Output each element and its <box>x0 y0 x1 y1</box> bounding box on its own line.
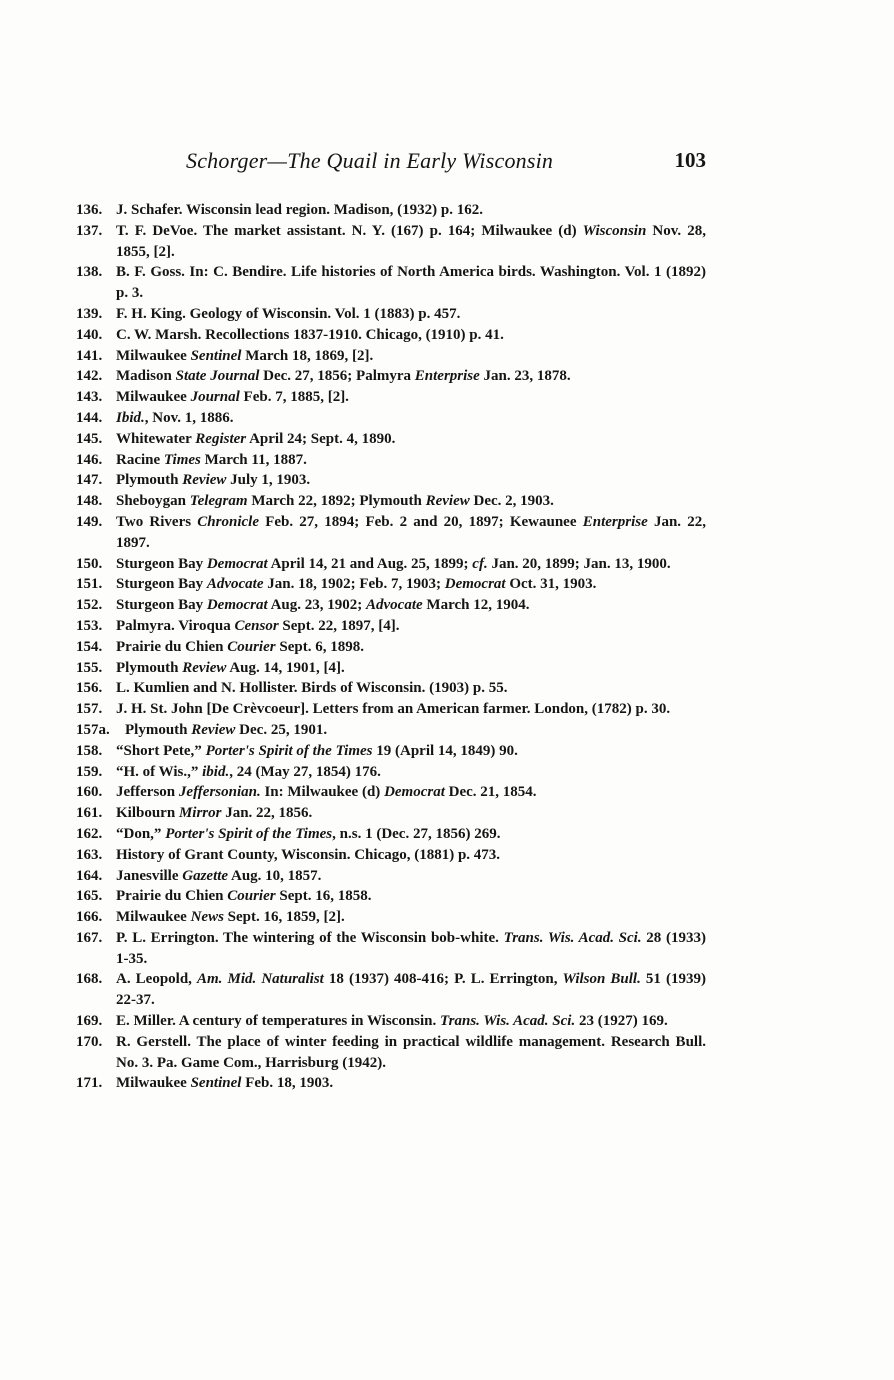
endnote-segment: 18 (1937) 408-416; P. L. Errington, <box>323 971 563 988</box>
endnote <box>76 907 706 928</box>
endnote-number: 148. <box>76 493 103 510</box>
endnote-segment: Janesville <box>116 867 183 884</box>
endnote-text <box>116 1013 668 1029</box>
endnote <box>76 824 706 845</box>
endnote-italic-segment: News <box>190 909 224 926</box>
endnote-number: 156. <box>76 680 103 697</box>
endnote-italic-segment: Democrat <box>384 784 445 801</box>
endnote-number: 138. <box>76 264 103 281</box>
endnote-number: 171. <box>76 1075 103 1092</box>
endnote-segment: L. Kumlien and N. Hollister. Birds of Wisconsin. (1903) p. 55. <box>116 680 508 697</box>
endnote-text <box>116 431 395 447</box>
endnote-segment: Dec. 25, 1901. <box>235 721 328 738</box>
endnote-segment: , 24 (May 27, 1854) 176. <box>229 763 381 780</box>
page-title: Schorger—The Quail in Early Wisconsin <box>186 148 554 173</box>
running-head <box>76 148 708 178</box>
endnote-number: 146. <box>76 451 103 468</box>
endnote-text <box>116 680 507 696</box>
endnote-segment: Sept. 16, 1859, [2]. <box>223 909 345 926</box>
endnote-text <box>116 764 381 780</box>
endnote-text <box>116 472 310 488</box>
endnote-text <box>116 1075 333 1091</box>
endnote-text <box>116 784 537 800</box>
endnote-italic-segment: Wilson Bull. <box>562 971 641 988</box>
endnote-segment: July 1, 1903. <box>226 472 311 489</box>
endnote-segment: Sept. 22, 1897, [4]. <box>278 617 400 634</box>
endnote-italic-segment: Democrat <box>444 576 506 593</box>
endnote-segment: C. W. Marsh. Recollections 1837-1910. Chicago, (1910) p. 41. <box>116 326 504 343</box>
endnote-text <box>116 868 321 884</box>
endnote-segment: Jan. 22, 1856. <box>221 805 313 822</box>
endnote-segment: J. Schafer. Wisconsin lead region. Madison, (1932) p. 162. <box>116 202 483 218</box>
endnote-number: 140. <box>76 326 103 343</box>
endnote-segment: Feb. 27, 1894; Feb. 2 and 20, 1897; Kewaunee <box>258 513 583 530</box>
endnote-segment: Jan. 18, 1902; Feb. 7, 1903; <box>263 576 445 593</box>
endnote <box>76 429 706 450</box>
endnote-number: 166. <box>76 909 103 926</box>
endnote-segment: Sept. 16, 1858. <box>275 888 372 905</box>
endnote-segment: 23 (1927) 169. <box>575 1013 668 1030</box>
endnote-text <box>116 368 571 384</box>
endnote-text <box>116 597 529 613</box>
endnote-text <box>116 805 312 821</box>
endnotes-list <box>76 200 706 1094</box>
endnote-number: 137. <box>76 222 103 239</box>
endnote-segment: Aug. 10, 1857. <box>228 867 322 884</box>
endnote-segment: Milwaukee <box>116 347 191 364</box>
endnote-number: 141. <box>76 347 103 364</box>
endnote-segment: History of Grant County, Wisconsin. Chicago, (1881) p. 473. <box>116 846 501 863</box>
endnote-text <box>116 909 345 925</box>
endnote-segment: “H. of Wis.,” <box>116 763 203 780</box>
endnote-number: 157. <box>76 701 103 718</box>
endnote-text <box>116 888 371 904</box>
endnote-text <box>116 971 706 1008</box>
endnote-segment: Sturgeon Bay <box>116 555 207 572</box>
endnote <box>76 699 706 720</box>
endnote-text <box>116 452 307 468</box>
endnote <box>76 304 706 325</box>
endnote-number: 144. <box>76 409 103 426</box>
endnote-number: 160. <box>76 784 103 801</box>
endnote-segment: Two Rivers <box>116 513 198 530</box>
endnote-segment: F. H. King. Geology of Wisconsin. Vol. 1 (1883) p. 457. <box>116 305 461 322</box>
endnote-italic-segment: ibid. <box>202 763 230 780</box>
endnote-segment: 28 (1933) 1-35. <box>116 929 706 967</box>
endnote-text <box>125 722 327 738</box>
endnote-italic-segment: Wisconsin <box>582 222 647 239</box>
endnote <box>76 678 706 699</box>
endnote-italic-segment: Telegram <box>189 493 248 510</box>
endnote-segment: , n.s. 1 (Dec. 27, 1856) 269. <box>332 825 501 842</box>
endnote-italic-segment: Porter's Spirit of the Times <box>165 825 333 842</box>
endnote-segment: Dec. 21, 1854. <box>444 784 537 801</box>
endnote-segment: E. Miller. A century of temperatures in Wisconsin. <box>116 1013 441 1030</box>
endnote <box>76 782 706 803</box>
endnote-segment: Sturgeon Bay <box>116 576 207 593</box>
endnote-segment: Prairie du Chien <box>116 888 228 905</box>
endnote <box>76 886 706 907</box>
endnote <box>76 616 706 637</box>
endnote-text <box>116 306 460 322</box>
endnote-text <box>116 389 349 405</box>
endnote <box>76 574 706 595</box>
endnote-segment: Kilbourn <box>116 805 179 822</box>
endnote-number: 143. <box>76 389 103 406</box>
endnote-segment: J. H. St. John [De Crèvcoeur]. Letters from an American farmer. London, (1782) p. 30. <box>116 701 671 718</box>
endnote-number: 154. <box>76 638 103 655</box>
endnote-text <box>116 826 500 842</box>
endnote-number: 152. <box>76 597 103 614</box>
endnote-segment: Dec. 27, 1856; Palmyra <box>259 368 415 385</box>
endnote-segment: Plymouth <box>116 472 183 489</box>
endnote-segment: March 22, 1892; Plymouth <box>247 493 426 510</box>
endnote-italic-segment: Gazette <box>182 867 229 884</box>
endnote-segment: 51 (1939) 22-37. <box>116 971 706 1009</box>
endnote-segment: Madison <box>116 368 176 385</box>
endnote-number: 147. <box>76 472 103 489</box>
endnote-italic-segment: Sentinel <box>190 347 242 364</box>
endnote-italic-segment: Times <box>163 451 201 468</box>
endnote-segment: “Don,” <box>116 825 166 842</box>
endnote <box>76 762 706 783</box>
endnote-segment: 19 (April 14, 1849) 90. <box>372 742 518 759</box>
endnote-number: 155. <box>76 659 103 676</box>
endnote-number: 164. <box>76 867 103 884</box>
endnote-text <box>116 701 670 717</box>
endnote-text <box>116 930 706 967</box>
endnote-number: 163. <box>76 846 103 863</box>
endnote-italic-segment: State Journal <box>175 368 260 385</box>
endnote-italic-segment: Register <box>195 430 247 447</box>
endnote-italic-segment: Democrat <box>206 555 268 572</box>
endnote-italic-segment: Review <box>425 493 470 510</box>
endnote <box>76 741 706 762</box>
endnote <box>76 512 706 554</box>
endnote-italic-segment: Courier <box>227 638 276 655</box>
endnote-text <box>116 618 400 634</box>
endnote-italic-segment: Am. Mid. Naturalist <box>197 971 324 988</box>
endnote <box>76 221 706 263</box>
endnote-number: 170. <box>76 1033 103 1050</box>
endnote <box>76 450 706 471</box>
endnote-segment: Milwaukee <box>116 1075 191 1092</box>
endnote-number: 142. <box>76 368 103 385</box>
endnote <box>76 637 706 658</box>
endnote-text <box>116 556 671 572</box>
endnote-number: 136. <box>76 202 103 218</box>
endnote-italic-segment: Democrat <box>206 597 268 614</box>
endnote <box>76 658 706 679</box>
endnote <box>76 595 706 616</box>
endnote-number: 168. <box>76 971 103 988</box>
endnote-italic-segment: Review <box>182 659 227 676</box>
endnote-segment: A. Leopold, <box>116 971 197 988</box>
endnote <box>76 720 706 741</box>
endnote-italic-segment: Ibid. <box>116 409 145 426</box>
endnote-segment: March 11, 1887. <box>200 451 307 468</box>
endnote-segment: Jan. 20, 1899; Jan. 13, 1900. <box>487 555 671 572</box>
endnote-segment: , Nov. 1, 1886. <box>144 409 234 426</box>
endnote-segment: Nov. 28, 1855, [2]. <box>116 222 706 260</box>
endnote <box>76 866 706 887</box>
endnote-number: 157a. <box>76 721 110 738</box>
endnote <box>76 554 706 575</box>
endnote <box>76 845 706 866</box>
endnote-text <box>116 202 483 218</box>
endnote-segment: Plymouth <box>125 721 192 738</box>
endnote <box>76 470 706 491</box>
endnote-number: 153. <box>76 617 103 634</box>
endnote-italic-segment: Chronicle <box>197 513 259 530</box>
endnote-segment: Sept. 6, 1898. <box>275 638 364 655</box>
endnote-segment: Racine <box>116 451 164 468</box>
endnote <box>76 346 706 367</box>
endnote-segment: Sturgeon Bay <box>116 597 207 614</box>
endnote-segment: Dec. 2, 1903. <box>469 493 554 510</box>
endnote-segment: Feb. 7, 1885, [2]. <box>239 389 349 406</box>
endnote <box>76 262 706 304</box>
endnote-segment: Plymouth <box>116 659 183 676</box>
endnote-text <box>116 660 345 676</box>
endnote-number: 165. <box>76 888 103 905</box>
endnote-italic-segment: Enterprise <box>582 513 648 530</box>
endnote <box>76 928 706 970</box>
page-number: 103 <box>674 148 706 172</box>
endnote <box>76 408 706 429</box>
endnote <box>76 803 706 824</box>
endnote <box>76 387 706 408</box>
endnote-segment: April 24; Sept. 4, 1890. <box>246 430 396 447</box>
endnote-italic-segment: Jeffersonian. <box>178 784 261 801</box>
endnote-text <box>116 847 500 863</box>
endnote-text <box>116 639 364 655</box>
endnote-text <box>116 1034 706 1071</box>
endnote-segment: Jan. 23, 1878. <box>479 368 571 385</box>
endnote-number: 167. <box>76 929 103 946</box>
endnote-text <box>116 348 373 364</box>
endnote-segment: T. F. DeVoe. The market assistant. N. Y. (167) p. 164; Milwaukee (d) <box>116 222 583 239</box>
endnote-segment: Jan. 22, 1897. <box>116 513 706 551</box>
endnote <box>76 969 706 1011</box>
endnote-italic-segment: Advocate <box>366 597 423 614</box>
endnote-number: 139. <box>76 305 103 322</box>
endnote-number: 149. <box>76 513 103 530</box>
endnote-text <box>116 743 518 759</box>
endnote-number: 151. <box>76 576 103 593</box>
endnote <box>76 325 706 346</box>
endnote-number: 169. <box>76 1013 103 1030</box>
endnote <box>76 1073 706 1094</box>
endnote-text <box>116 493 554 509</box>
endnote-italic-segment: Advocate <box>206 576 264 593</box>
endnote-italic-segment: Trans. Wis. Acad. Sci. <box>440 1013 576 1030</box>
endnote-text <box>116 223 706 260</box>
endnote-number: 159. <box>76 763 103 780</box>
endnote-italic-segment: Review <box>191 721 236 738</box>
endnote-segment: Oct. 31, 1903. <box>505 576 597 593</box>
endnote-text <box>116 514 706 551</box>
endnote-segment: Feb. 18, 1903. <box>241 1075 334 1092</box>
endnote-segment: In: Milwaukee (d) <box>260 784 385 801</box>
endnote <box>76 491 706 512</box>
endnote-italic-segment: Mirror <box>178 805 222 822</box>
endnote-italic-segment: Journal <box>190 389 240 406</box>
endnote-italic-segment: Trans. Wis. Acad. Sci. <box>503 929 642 946</box>
endnote-segment: Milwaukee <box>116 909 191 926</box>
endnote <box>76 1032 706 1074</box>
endnote-number: 161. <box>76 805 103 822</box>
endnote-segment: Palmyra. Viroqua <box>116 617 235 634</box>
endnote-segment: Jefferson <box>116 784 179 801</box>
endnote-text <box>116 327 504 343</box>
endnote-text <box>116 264 706 301</box>
endnote-segment: Milwaukee <box>116 389 191 406</box>
endnote-segment: “Short Pete,” <box>116 742 206 759</box>
endnote-segment: Prairie du Chien <box>116 638 228 655</box>
endnote-segment: March 18, 1869, [2]. <box>241 347 374 364</box>
endnote-italic-segment: Enterprise <box>414 368 480 385</box>
endnote-italic-segment: cf. <box>472 555 488 572</box>
endnote-segment: B. F. Goss. In: C. Bendire. Life histories of North America birds. Washington. Vol. 1 (1892) p. 3. <box>116 264 706 302</box>
endnote-number: 158. <box>76 742 103 759</box>
endnote-segment: R. Gerstell. The place of winter feeding in practical wildlife management. Research Bull. No. 3. Pa. Game Com., Harrisburg (1942). <box>116 1033 706 1071</box>
endnote-segment: Aug. 23, 1902; <box>267 597 367 614</box>
endnote-segment: March 12, 1904. <box>422 597 530 614</box>
endnote-segment: P. L. Errington. The wintering of the Wisconsin bob-white. <box>116 929 504 946</box>
endnote-segment: Aug. 14, 1901, [4]. <box>226 659 345 676</box>
endnote-number: 145. <box>76 430 103 447</box>
endnote-number: 162. <box>76 825 103 842</box>
endnote-italic-segment: Sentinel <box>190 1075 242 1092</box>
endnote-segment: Whitewater <box>116 430 196 447</box>
endnote-italic-segment: Courier <box>227 888 276 905</box>
endnote-number: 150. <box>76 555 103 572</box>
endnote-segment: April 14, 21 and Aug. 25, 1899; <box>267 555 473 572</box>
endnote-italic-segment: Review <box>182 472 227 489</box>
endnote-segment: Sheboygan <box>116 493 190 510</box>
endnote-text <box>116 410 234 426</box>
endnote <box>76 200 706 221</box>
endnote-italic-segment: Porter's Spirit of the Times <box>205 742 373 759</box>
endnote <box>76 1011 706 1032</box>
endnote-text <box>116 576 596 592</box>
endnote <box>76 366 706 387</box>
endnote-italic-segment: Censor <box>234 617 279 634</box>
